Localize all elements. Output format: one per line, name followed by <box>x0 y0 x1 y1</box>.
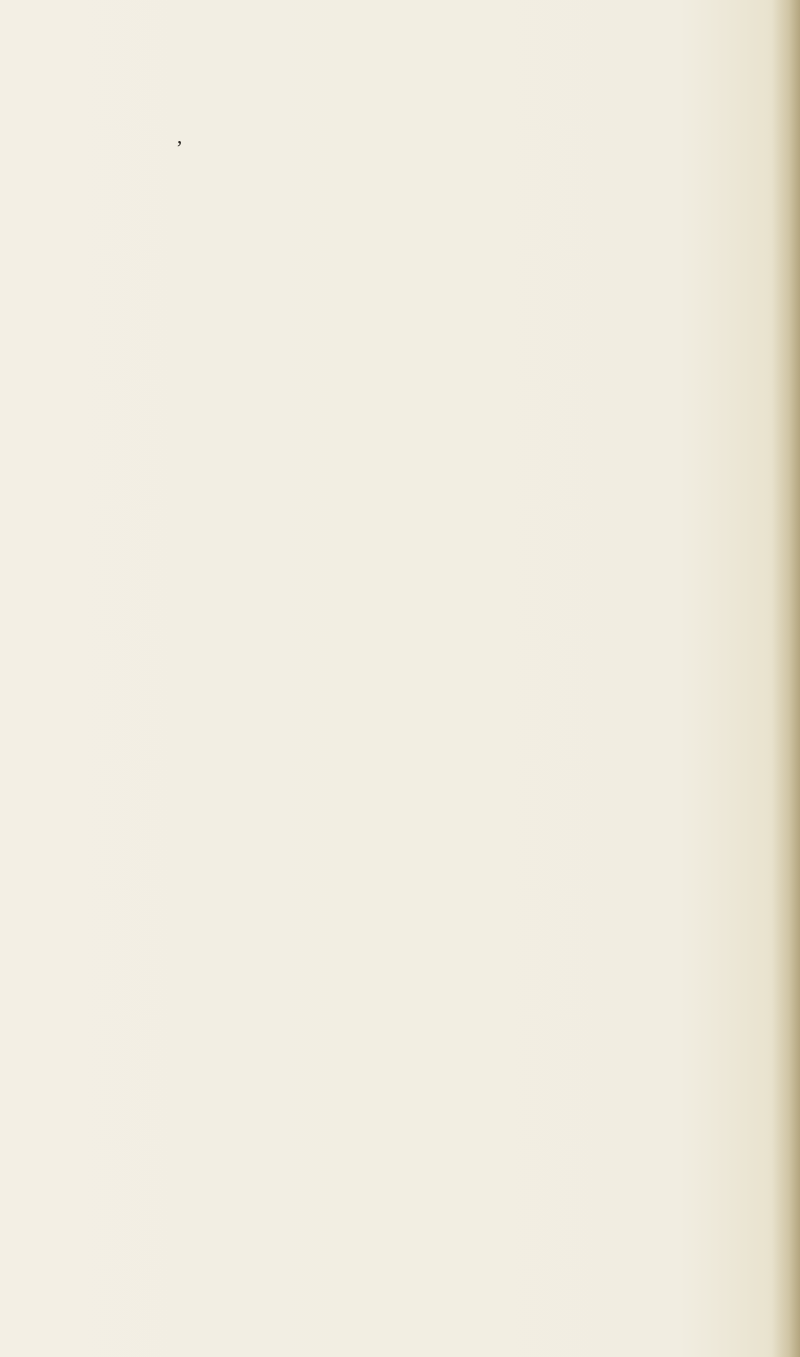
page-header <box>0 56 800 96</box>
genus-heading: , <box>177 124 183 148</box>
text-body <box>177 110 737 174</box>
page-edge-shadow <box>772 0 800 1357</box>
